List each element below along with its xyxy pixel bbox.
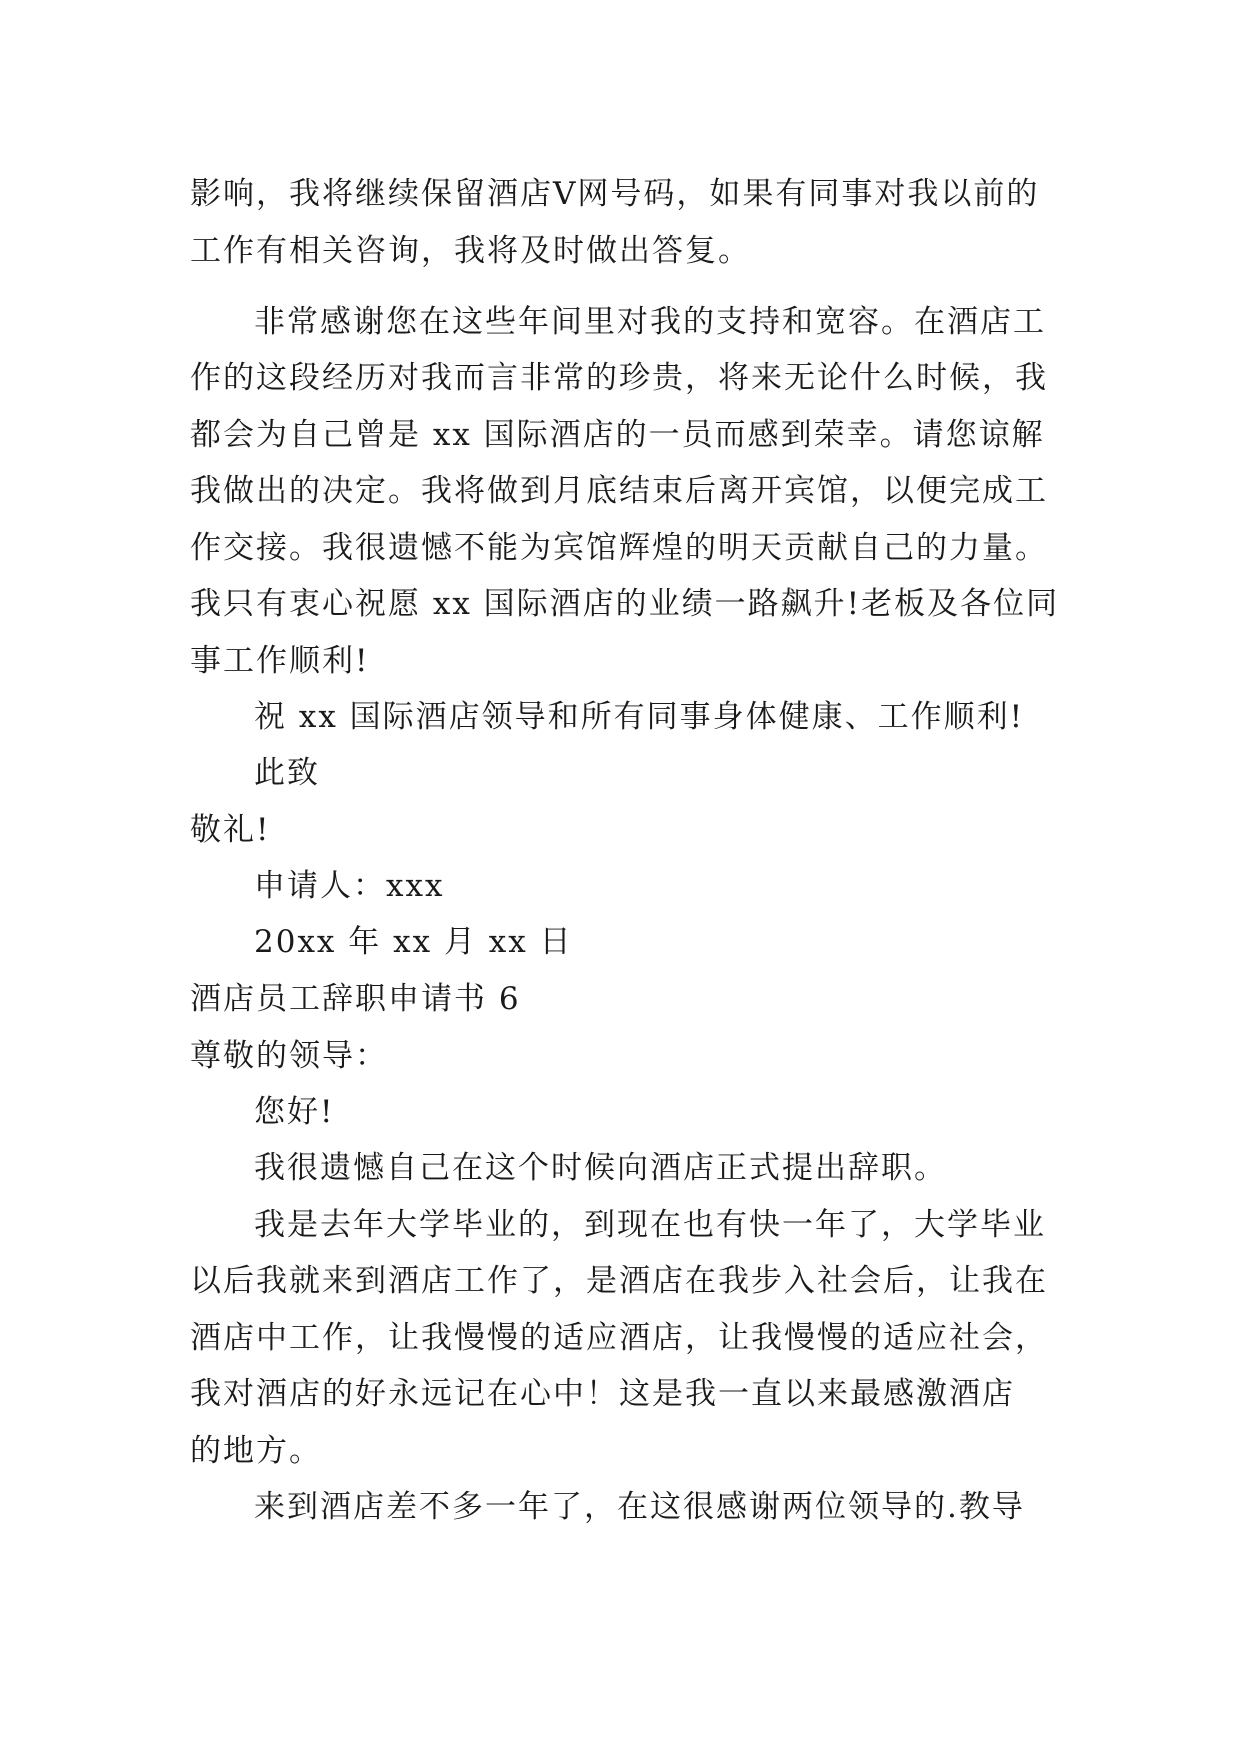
date-line: 20xx 年 xx 月 xx 日 <box>254 924 573 960</box>
text-line: 都会为自己曾是 xx 国际酒店的一员而感到荣幸。请您谅解 <box>190 417 1045 453</box>
text-line: 的地方。 <box>190 1433 322 1469</box>
text-line: 我做出的决定。我将做到月底结束后离开宾馆，以便完成工 <box>190 473 1048 509</box>
text-line: 作的这段经历对我而言非常的珍贵，将来无论什么时候，我 <box>190 360 1048 396</box>
section-title: 酒店员工辞职申请书 6 <box>190 981 521 1017</box>
paragraph-first-line: 非常感谢您在这些年间里对我的支持和宽容。在酒店工 <box>254 304 1046 340</box>
addressee-line: 尊敬的领导： <box>190 1038 388 1074</box>
greeting-line: 您好! <box>254 1094 335 1130</box>
text-line: 作交接。我很遗憾不能为宾馆辉煌的明天贡献自己的力量。 <box>190 530 1048 566</box>
text-line: 影响，我将继续保留酒店V网号码，如果有同事对我以前的 <box>190 176 1040 212</box>
wishes-line: 祝 xx 国际酒店领导和所有同事身体健康、工作顺利! <box>254 699 1025 735</box>
text-line: 我只有衷心祝愿 xx 国际酒店的业绩一路飙升!老板及各位同 <box>190 586 1060 622</box>
paragraph-first-line: 来到酒店差不多一年了，在这很感谢两位领导的.教导 <box>254 1489 1025 1525</box>
text-line: 以后我就来到酒店工作了，是酒店在我步入社会后，让我在 <box>190 1263 1048 1299</box>
paragraph-first-line: 我很遗憾自己在这个时候向酒店正式提出辞职。 <box>254 1150 947 1186</box>
text-line: 事工作顺利! <box>190 643 370 679</box>
closing-line: 此致 <box>254 755 320 791</box>
salutation-line: 敬礼! <box>190 812 271 848</box>
paragraph-first-line: 我是去年大学毕业的，到现在也有快一年了，大学毕业 <box>254 1207 1046 1243</box>
text-line: 工作有相关咨询，我将及时做出答复。 <box>190 233 751 269</box>
text-line: 酒店中工作，让我慢慢的适应酒店，让我慢慢的适应社会， <box>190 1320 1048 1356</box>
text-line: 我对酒店的好永远记在心中！这是我一直以来最感激酒店 <box>190 1376 1015 1412</box>
applicant-line: 申请人：xxx <box>254 868 445 904</box>
